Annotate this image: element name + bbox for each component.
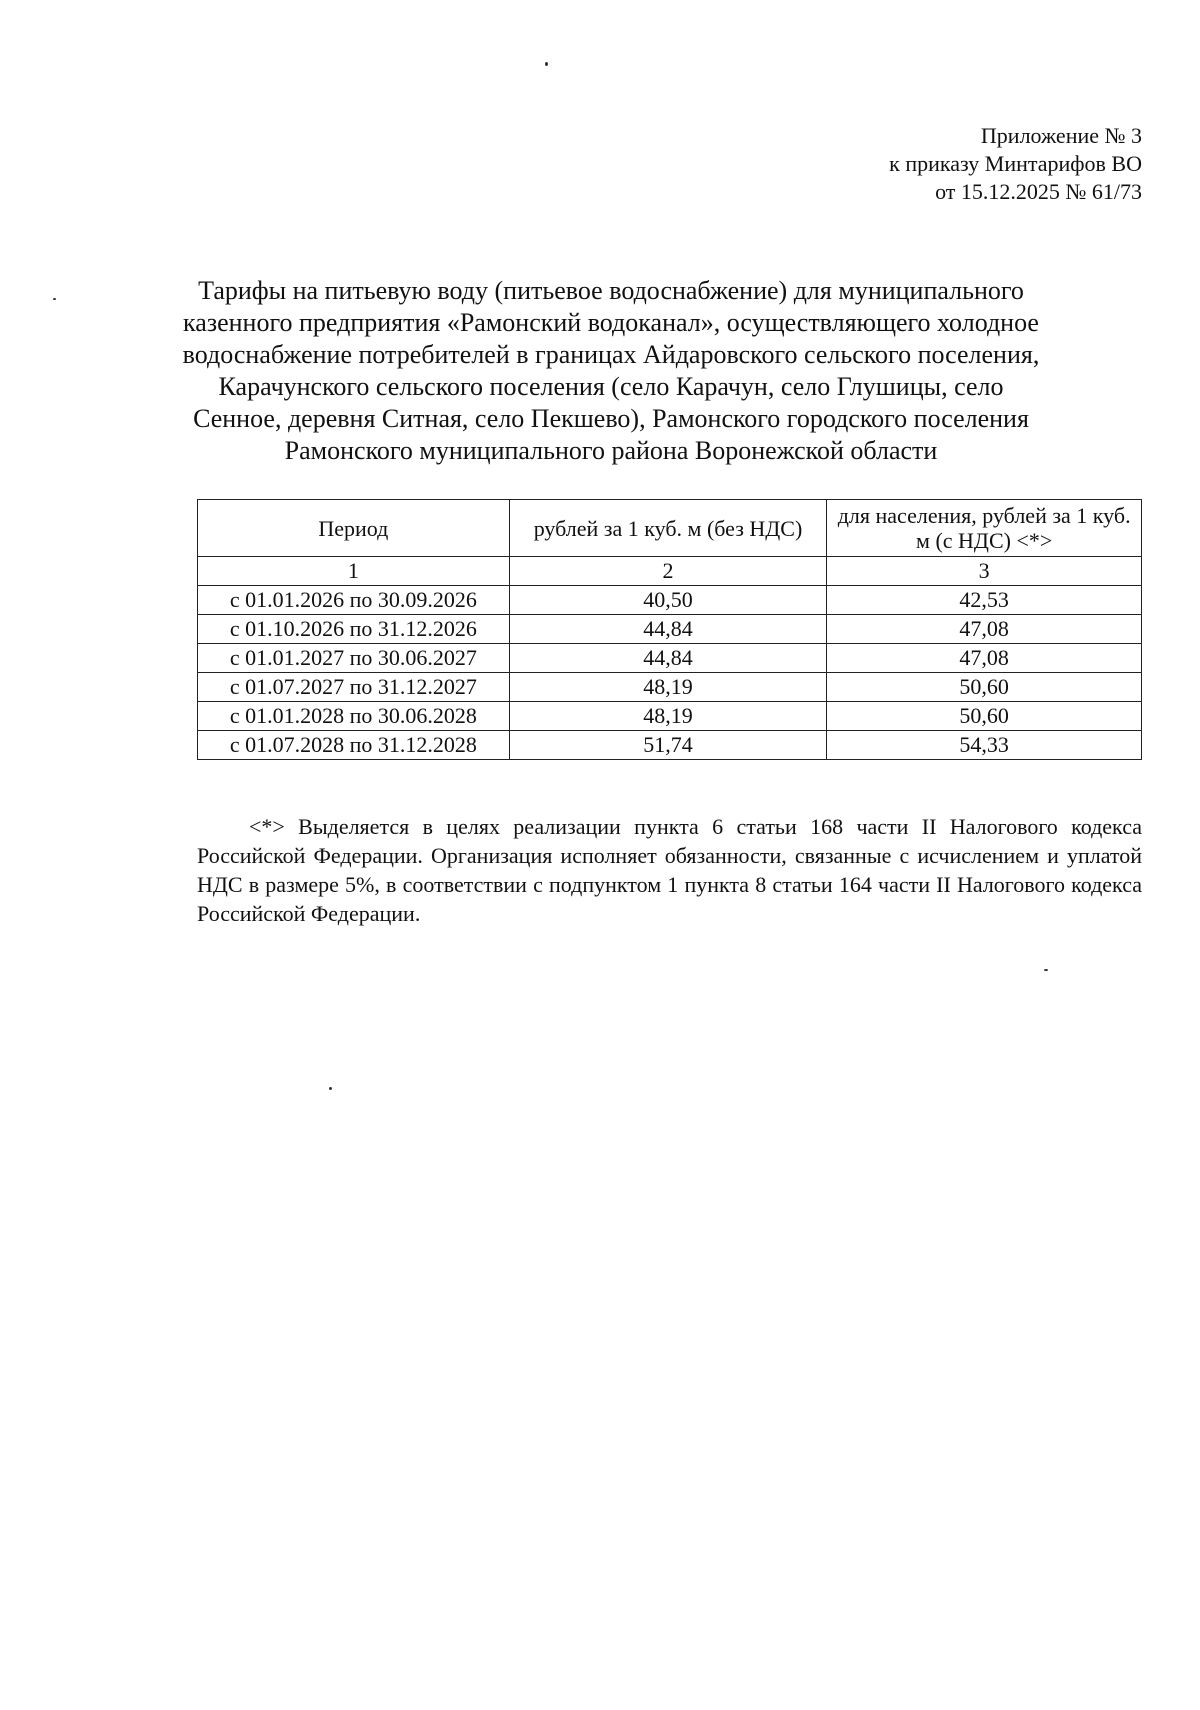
title-line: Тарифы на питьевую воду (питьевое водоснабжение) для муниципального: [198, 276, 1024, 305]
price-no-vat-cell: 51,74: [509, 731, 827, 760]
column-number: 1: [198, 557, 510, 586]
title-line: Карачунского сельского поселения (село Карачун, село Глушицы, село: [218, 372, 1004, 401]
price-no-vat-cell: 40,50: [509, 586, 827, 615]
price-with-vat-cell: 47,08: [827, 615, 1142, 644]
period-cell: с 01.01.2028 по 30.06.2028: [198, 702, 510, 731]
table-row: [198, 702, 1142, 731]
period-cell: с 01.01.2027 по 30.06.2027: [198, 644, 510, 673]
price-with-vat-cell: 47,08: [827, 644, 1142, 673]
scan-speck: [53, 298, 56, 300]
header-price-with-vat: для населения, рублей за 1 куб. м (с НДС) <*>: [827, 500, 1142, 557]
vat-footnote: <*> Выделяется в целях реализации пункта 6 статьи 168 части II Налогового кодекса Российской Федерации. Организация исполняет обязанности, связанные с исчислением и уплатой НДС в размере 5%, в соответствии с подпунктом 1 пункта 8 статьи 164 части II Налогового кодекса Российской Федерации.: [197, 814, 1142, 926]
title-line: Рамонского муниципального района Воронежской области: [284, 436, 938, 465]
scan-speck: [545, 62, 548, 66]
table-row: [198, 731, 1142, 760]
title-line: водоснабжение потребителей в границах Айдаровского сельского поселения,: [182, 340, 1040, 369]
price-with-vat-cell: 42,53: [827, 586, 1142, 615]
header-price-no-vat: рублей за 1 куб. м (без НДС): [509, 500, 827, 557]
price-no-vat-cell: 44,84: [509, 644, 827, 673]
scan-speck: [329, 1087, 332, 1090]
table-row: [198, 615, 1142, 644]
price-with-vat-cell: 50,60: [827, 702, 1142, 731]
appendix-reference: [889, 122, 1142, 206]
period-cell: с 01.10.2026 по 31.12.2026: [198, 615, 510, 644]
column-number-row: [198, 557, 1142, 586]
appendix-date: от 15.12.2025 № 61/73: [935, 179, 1142, 204]
table-row: [198, 644, 1142, 673]
period-cell: с 01.07.2028 по 31.12.2028: [198, 731, 510, 760]
column-number: 3: [827, 557, 1142, 586]
price-with-vat-cell: 54,33: [827, 731, 1142, 760]
appendix-number: Приложение № 3: [980, 123, 1142, 148]
tariff-table: [197, 499, 1142, 760]
price-no-vat-cell: 48,19: [509, 702, 827, 731]
table-row: [198, 586, 1142, 615]
document-title: [180, 275, 1042, 467]
header-period: Период: [198, 500, 510, 557]
period-cell: с 01.07.2027 по 31.12.2027: [198, 673, 510, 702]
price-with-vat-cell: 50,60: [827, 673, 1142, 702]
table-header-row: [198, 500, 1142, 557]
price-no-vat-cell: 48,19: [509, 673, 827, 702]
appendix-order: к приказу Минтарифов ВО: [889, 151, 1142, 176]
table-row: [198, 673, 1142, 702]
price-no-vat-cell: 44,84: [509, 615, 827, 644]
scan-speck: [1044, 969, 1048, 971]
title-line: Сенное, деревня Ситная, село Пекшево), Рамонского городского поселения: [193, 404, 1029, 433]
period-cell: с 01.01.2026 по 30.09.2026: [198, 586, 510, 615]
title-line: казенного предприятия «Рамонский водоканал», осуществляющего холодное: [183, 308, 1039, 337]
column-number: 2: [509, 557, 827, 586]
